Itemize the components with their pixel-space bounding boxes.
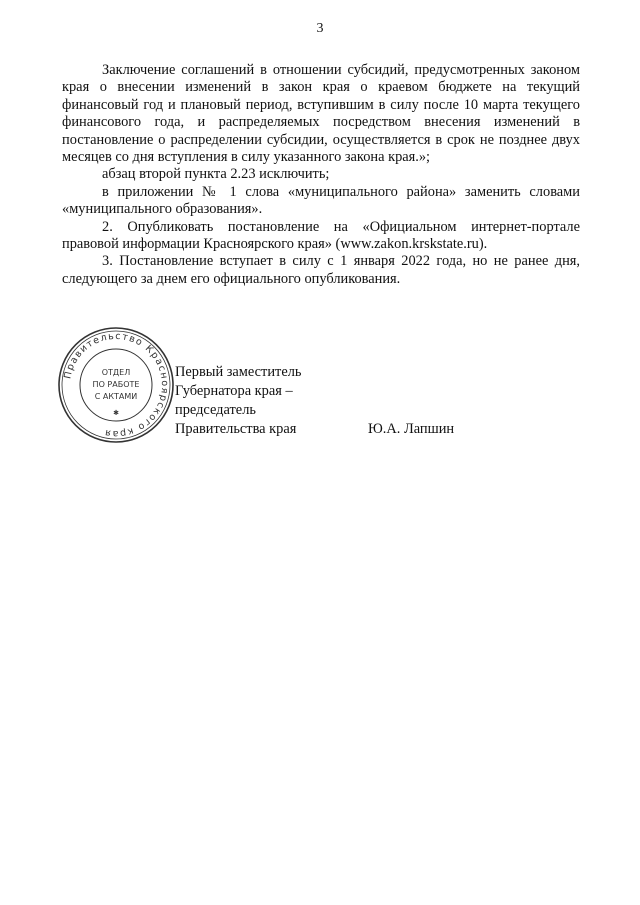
- paragraph-publish: 2. Опубликовать постановление на «Официальном интернет-портале правовой информации Красноярского края» (www.zakon.krskstate.ru).: [62, 218, 580, 253]
- signatory-position-line-4: Правительства края: [175, 421, 297, 437]
- page-number: 3: [316, 21, 324, 36]
- svg-text:✱: ✱: [113, 409, 119, 417]
- signatory-position-line-3: председатель: [175, 402, 256, 418]
- paragraph-exclude-clause: абзац второй пункта 2.23 исключить;: [102, 166, 330, 183]
- document-body: [62, 62, 580, 288]
- paragraph-subsidy-agreements: Заключение соглашений в отношении субсидий, предусмотренных законом края о внесении изменений в закон края о краевом бюджете на текущий финансовый год и плановый период, вступившим в силу после 10 марта текущего финансового года, и распределяемых посредством внесения изменений в постановление о распределении субсидии, осуществляется в срок не позднее двух месяцев со дня вступления в силу указанного закона края.»;: [62, 62, 580, 166]
- paragraph-appendix-change: в приложении № 1 слова «муниципального района» заменить словами «муниципального образования».: [62, 183, 580, 218]
- svg-text:ОТДЕЛ: ОТДЕЛ: [101, 368, 131, 377]
- stamp-graphic: [56, 325, 176, 445]
- svg-text:С АКТАМИ: С АКТАМИ: [94, 392, 138, 401]
- official-stamp-seal: [56, 325, 176, 445]
- signatory-name: Ю.А. Лапшин: [368, 421, 455, 437]
- signature-block: [175, 363, 495, 439]
- signatory-position-line-2: Губернатора края –: [175, 383, 293, 399]
- svg-text:ПО РАБОТЕ: ПО РАБОТЕ: [92, 380, 140, 389]
- paragraph-effective-date: 3. Постановление вступает в силу с 1 января 2022 года, но не ранее дня, следующего за днем его официального опубликования.: [62, 253, 580, 287]
- svg-text:Правительство Красноярского кр: Правительство Красноярского края: [62, 330, 171, 440]
- signatory-position-line-1: Первый заместитель: [175, 364, 302, 380]
